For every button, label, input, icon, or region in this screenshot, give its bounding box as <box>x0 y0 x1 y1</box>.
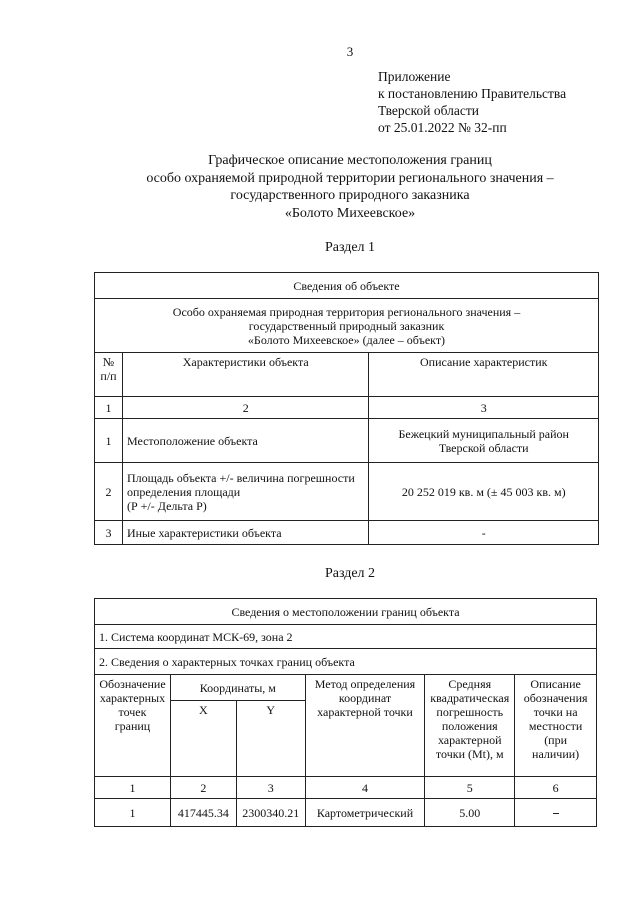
appendix-block <box>378 68 566 136</box>
header-line: положения <box>441 719 498 733</box>
point-y: 2300340.21 <box>236 799 305 827</box>
header-notes <box>515 675 597 777</box>
header-line: границ <box>114 719 151 733</box>
header-line: погрешность <box>436 705 504 719</box>
header-line: характерной <box>437 733 502 747</box>
header-method <box>305 675 425 777</box>
object-desc-line: Особо охраняемая природная территория регионального значения – <box>172 304 521 319</box>
object-desc-line: государственный природный заказник <box>248 318 445 333</box>
col-number: 1 <box>95 397 123 419</box>
point-notes <box>515 799 597 827</box>
header-num-line: п/п <box>100 369 117 383</box>
header-num-line: № <box>102 355 115 369</box>
header-line: Средняя <box>448 677 492 691</box>
table-title: Сведения о местоположении границ объекта <box>95 599 597 625</box>
header-characteristics: Характеристики объекта <box>122 353 368 397</box>
header-x: X <box>170 701 236 777</box>
header-line: (при <box>544 733 568 747</box>
header-line: Метод определения <box>314 677 416 691</box>
row-num: 3 <box>95 521 123 545</box>
col-number: 4 <box>305 777 425 799</box>
col-number: 2 <box>170 777 236 799</box>
row-characteristic <box>122 463 368 521</box>
row-value-line: Тверской области <box>438 440 529 455</box>
row-char-line: определения площади <box>126 484 241 499</box>
col-number: 1 <box>95 777 171 799</box>
object-desc-line: «Болото Михеевское» (далее – объект) <box>247 332 446 347</box>
title-line: Графическое описание местоположения границ <box>208 153 492 168</box>
row-value: - <box>369 521 599 545</box>
row-value <box>369 419 599 463</box>
point-method: Картометрический <box>305 799 425 827</box>
row-value: 20 252 019 кв. м (± 45 003 кв. м) <box>369 463 599 521</box>
row-characteristic: Местоположение объекта <box>122 419 368 463</box>
table-title: Сведения об объекте <box>95 273 599 299</box>
appendix-line: Приложение <box>378 69 451 84</box>
title-line: особо охраняемой природной территории регионального значения – <box>146 170 554 186</box>
point-id: 1 <box>95 799 171 827</box>
document-title <box>90 152 610 222</box>
col-number: 3 <box>369 397 599 419</box>
header-line: наличии) <box>532 747 580 761</box>
header-line: Обозначение <box>99 677 166 691</box>
col-number: 5 <box>425 777 515 799</box>
header-y: Y <box>236 701 305 777</box>
header-line: точки (Mt), м <box>435 747 504 761</box>
col-number: 6 <box>515 777 597 799</box>
appendix-line: Тверской области <box>378 103 479 118</box>
header-point <box>95 675 171 777</box>
header-description: Описание характеристик <box>369 353 599 397</box>
table-row <box>95 419 599 463</box>
col-number: 2 <box>122 397 368 419</box>
header-line: координат <box>338 691 392 705</box>
section1-heading: Раздел 1 <box>324 240 376 255</box>
points-title: 2. Сведения о характерных точках границ объекта <box>95 649 597 675</box>
header-error <box>425 675 515 777</box>
object-description <box>95 299 599 353</box>
row-char-line: Площадь объекта +/- величина погрешности <box>126 470 355 485</box>
header-line: характерных <box>99 691 166 705</box>
row-num: 1 <box>95 419 123 463</box>
page-number: 3 <box>346 44 354 59</box>
boundary-points-table <box>94 598 597 827</box>
title-line: государственного природного заказника <box>230 188 470 203</box>
header-line: квадратическая <box>430 691 510 705</box>
header-line: точки на <box>533 705 578 719</box>
section2-heading: Раздел 2 <box>324 566 376 581</box>
table-row <box>95 799 597 827</box>
header-line: местности <box>528 719 583 733</box>
point-x: 417445.34 <box>170 799 236 827</box>
object-info-table <box>94 272 599 545</box>
header-line: точек <box>118 705 147 719</box>
header-coords: Координаты, м <box>170 675 305 701</box>
header-num <box>95 353 123 397</box>
row-characteristic: Иные характеристики объекта <box>122 521 368 545</box>
table-row <box>95 521 599 545</box>
header-line: обозначения <box>523 691 588 705</box>
col-number: 3 <box>236 777 305 799</box>
coord-system: 1. Система координат МСК-69, зона 2 <box>95 625 597 649</box>
point-error: 5.00 <box>425 799 515 827</box>
table-row <box>95 463 599 521</box>
row-char-line: (Р +/- Дельта Р) <box>126 498 207 513</box>
appendix-date-line: от 25.01.2022 № 32-пп <box>378 120 507 135</box>
appendix-line: к постановлению Правительства <box>378 86 567 101</box>
title-line: «Болото Михеевское» <box>284 205 416 221</box>
header-line: Описание <box>530 677 581 691</box>
row-value-line: Бежецкий муниципальный район <box>398 426 569 441</box>
row-num: 2 <box>95 463 123 521</box>
dash-mark <box>553 813 559 814</box>
header-line: характерной точки <box>317 705 413 719</box>
